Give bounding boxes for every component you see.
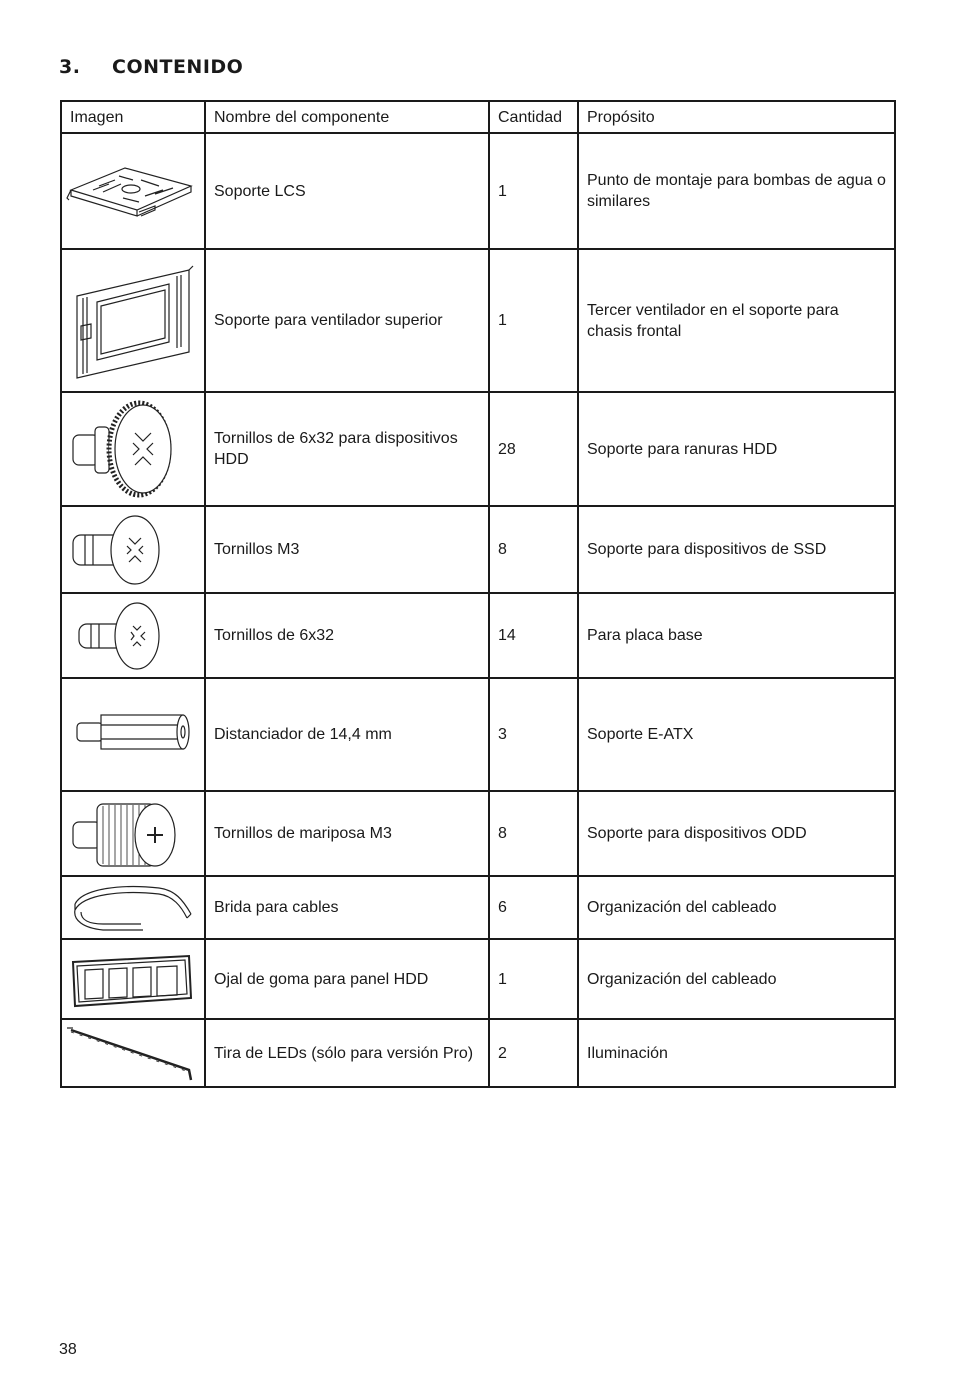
component-purpose: Soporte para dispositivos ODD	[578, 791, 895, 876]
component-purpose: Tercer ventilador en el soporte para chasis frontal	[578, 249, 895, 392]
section-number: 3.	[59, 56, 81, 78]
image-cell	[61, 133, 205, 249]
fan-bracket-icon	[63, 256, 203, 386]
cable-clip-icon	[63, 880, 203, 936]
image-cell	[61, 1019, 205, 1087]
table-row	[61, 133, 895, 249]
component-quantity: 1	[489, 939, 578, 1019]
component-quantity: 8	[489, 791, 578, 876]
image-cell	[61, 506, 205, 593]
table-row	[61, 876, 895, 939]
table-row	[61, 678, 895, 791]
component-name: Soporte LCS	[205, 133, 489, 249]
component-quantity: 28	[489, 392, 578, 506]
standoff-icon	[63, 683, 203, 787]
component-purpose: Punto de montaje para bombas de agua o similares	[578, 133, 895, 249]
header-name: Nombre del componente	[205, 101, 489, 133]
thumb-screw-icon	[63, 397, 203, 501]
component-purpose: Organización del cableado	[578, 939, 895, 1019]
component-purpose: Soporte E-ATX	[578, 678, 895, 791]
component-name: Ojal de goma para panel HDD	[205, 939, 489, 1019]
table-row	[61, 1019, 895, 1087]
component-quantity: 14	[489, 593, 578, 678]
m3-screw-icon	[63, 511, 203, 589]
section-title: CONTENIDO	[112, 56, 244, 78]
header-image: Imagen	[61, 101, 205, 133]
image-cell	[61, 678, 205, 791]
component-name: Soporte para ventilador superior	[205, 249, 489, 392]
section-heading	[59, 56, 243, 78]
table-header-row	[61, 101, 895, 133]
component-name: Distanciador de 14,4 mm	[205, 678, 489, 791]
table-row	[61, 392, 895, 506]
component-name: Tira de LEDs (sólo para versión Pro)	[205, 1019, 489, 1087]
header-purpose: Propósito	[578, 101, 895, 133]
page-number: 38	[59, 1341, 77, 1358]
image-cell	[61, 392, 205, 506]
component-name: Brida para cables	[205, 876, 489, 939]
image-cell	[61, 249, 205, 392]
component-quantity: 2	[489, 1019, 578, 1087]
contents-table	[60, 100, 896, 1088]
component-name: Tornillos de 6x32 para dispositivos HDD	[205, 392, 489, 506]
screw-6x32-icon	[63, 598, 203, 674]
component-quantity: 1	[489, 133, 578, 249]
led-strip-icon	[63, 1022, 203, 1084]
component-purpose: Organización del cableado	[578, 876, 895, 939]
image-cell	[61, 939, 205, 1019]
table-row	[61, 939, 895, 1019]
table-row	[61, 791, 895, 876]
component-quantity: 1	[489, 249, 578, 392]
component-name: Tornillos de mariposa M3	[205, 791, 489, 876]
table-row	[61, 249, 895, 392]
component-purpose: Soporte para dispositivos de SSD	[578, 506, 895, 593]
component-purpose: Soporte para ranuras HDD	[578, 392, 895, 506]
lcs-bracket-icon	[63, 146, 203, 236]
rubber-grommet-icon	[63, 944, 203, 1014]
component-quantity: 8	[489, 506, 578, 593]
table-row	[61, 506, 895, 593]
component-quantity: 3	[489, 678, 578, 791]
component-quantity: 6	[489, 876, 578, 939]
component-purpose: Iluminación	[578, 1019, 895, 1087]
component-name: Tornillos M3	[205, 506, 489, 593]
header-quantity: Cantidad	[489, 101, 578, 133]
wing-screw-icon	[63, 796, 203, 872]
table-row	[61, 593, 895, 678]
component-purpose: Para placa base	[578, 593, 895, 678]
image-cell	[61, 876, 205, 939]
component-name: Tornillos de 6x32	[205, 593, 489, 678]
image-cell	[61, 593, 205, 678]
image-cell	[61, 791, 205, 876]
